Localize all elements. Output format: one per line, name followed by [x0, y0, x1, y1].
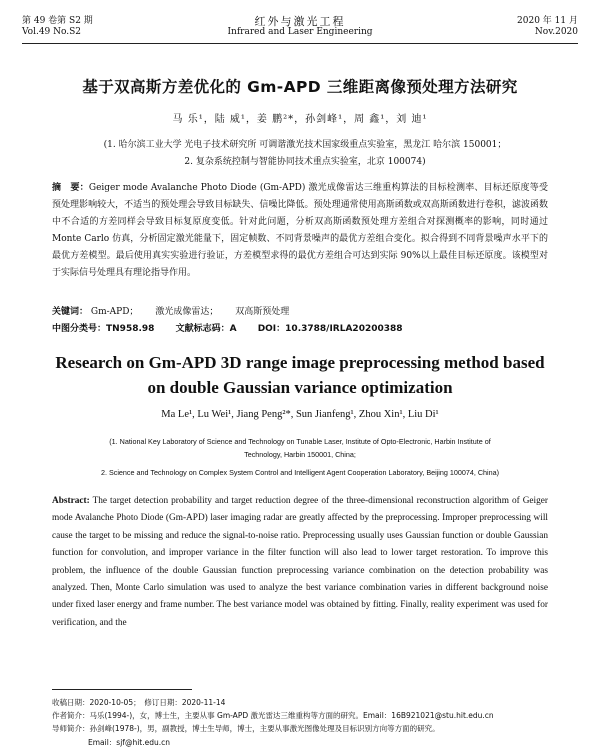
- header-date-cn: 2020 年 11 月: [517, 16, 578, 26]
- en-abstract-label: Abstract:: [52, 496, 90, 506]
- en-affiliation-2: 2. Science and Technology on Complex System Control and Intelligent Agent Cooperation Laboratory, Beijing 100074, China): [100, 468, 500, 477]
- doi-value: 10.3788/IRLA20200388: [285, 324, 403, 334]
- footnote-mentor-email: Email：sjf@hit.edu.cn: [88, 738, 170, 747]
- header-volume-cn: 第 49 卷第 S2 期: [22, 16, 93, 26]
- doc-code-label: 文献标志码：: [175, 324, 230, 334]
- keyword: 双高斯预处理: [235, 307, 290, 317]
- en-authors: Ma Le¹, Lu Wei¹, Jiang Peng²*, Sun Jianfeng¹, Zhou Xin¹, Liu Di¹: [161, 409, 439, 420]
- cn-authors: 马 乐¹，陆 威¹，姜 鹏²*，孙剑峰¹，周 鑫¹，刘 迪¹: [172, 114, 428, 125]
- header-journal-en: Infrared and Laser Engineering: [227, 27, 373, 37]
- en-title: [30, 350, 570, 400]
- cn-keywords: [52, 304, 560, 317]
- header-journal-cn: 红外与激光工程: [254, 15, 346, 28]
- classification-line: [52, 321, 560, 334]
- cn-affiliation-2: 2. 复杂系统控制与智能协同技术重点实验室，北京 100074): [184, 157, 426, 167]
- keyword: Gm-APD；: [90, 307, 139, 317]
- en-abstract-text: The target detection probability and target reduction degree of the three-dimensional reconstruction algorithm of Geiger mode Avalanche Photo Diode (Gm-APD) laser imaging radar are greatly affected by the preprocessing. Improper preprocessing will cause the target to be missing and reduce the signal-to-noise ratio. Preprocessing usually uses Gaussian function or double Gaussian function for convolution, and improper variance in the filter function will also lead to lower target restoration. To improve this problem, the influence of the double Gaussian function preprocessing variance combination on the detection probability was analyzed. Then, Monte Carlo simulation was used to analyze the best variance combination varies in different background noise under fixed laser energy and frame number. The best variance model was obtained by fitting. Finally, reality experiment was used for verification, and the: [52, 496, 549, 628]
- header-volume-en: Vol.49 No.S2: [22, 27, 82, 37]
- doc-code: A: [229, 324, 237, 334]
- cn-abstract: [52, 180, 548, 282]
- footnote-divider: [52, 689, 192, 690]
- header-date-en: Nov.2020: [534, 27, 578, 37]
- clc-label: 中图分类号：: [52, 324, 107, 334]
- cn-abstract-text: Geiger mode Avalanche Photo Diode (Gm-APD) 激光成像雷达三维重构算法的目标检测率、目标还原度等受预处理影响较大，不适当的预处理会导致目标缺失、信噪比降低。预处理通常使用高斯函数或双高斯函数进行卷积，滤波函数中不合适的方差同样会导致目标复原度变低。针对此问题，分析双高斯函数预处理方差组合对探测概率的影响，同时通过 Monte Carlo 仿真，分析固定激光能量下，固定帧数、不同背景噪声的最优方差组合变化。拟合得到不同背景噪声水平下的最优方差模型。最后使用真实实验进行验证，方差模型求得的最优方差组合可达到实际 90%以上最佳目标还原度。该模型对于实际信号处理具有理论指导作用。: [52, 183, 548, 278]
- cn-keywords-label: 关键词：: [52, 307, 89, 317]
- footnote-received: 收稿日期：2020-10-05； 修订日期：2020-11-14: [52, 698, 226, 707]
- en-affiliation-1-line-2: Technology, Harbin 150001, China;: [244, 450, 356, 459]
- cn-title: 基于双高斯方差优化的 Gm-APD 三维距离像预处理方法研究: [82, 78, 518, 96]
- en-affiliation-1-line-1: (1. National Key Laboratory of Science and Technology on Tunable Laser, Institute of Opto-Electronic, Harbin Institute of: [109, 437, 491, 446]
- clc-code: TN958.98: [106, 324, 155, 334]
- doi-label: DOI：: [257, 324, 286, 334]
- header-divider: [22, 43, 578, 44]
- en-abstract: [52, 493, 548, 632]
- running-header: [22, 13, 578, 53]
- footnote-author-bio: 作者简介：马乐(1994-)，女，博士生，主要从事 Gm-APD 激光雷达三维重构等方面的研究。Email：16B921021@stu.hit.edu.cn: [52, 711, 494, 720]
- en-title-line-2: on double Gaussian variance optimization: [147, 378, 453, 397]
- keyword: 激光成像雷达；: [155, 307, 219, 317]
- cn-affiliation-1: (1. 哈尔滨工业大学 光电子技术研究所 可调谐激光技术国家级重点实验室，黑龙江 哈尔滨 150001；: [103, 140, 507, 150]
- footnote-mentor-bio: 导师简介：孙剑峰(1978-)，男，副教授，博士生导师，博士，主要从事激光图像处理及目标识别方向等方面的研究。: [52, 724, 440, 733]
- en-affiliation-1: [50, 435, 550, 461]
- en-title-line-1: Research on Gm-APD 3D range image preprocessing method based: [55, 353, 545, 372]
- cn-abstract-label: 摘 要：: [52, 183, 89, 193]
